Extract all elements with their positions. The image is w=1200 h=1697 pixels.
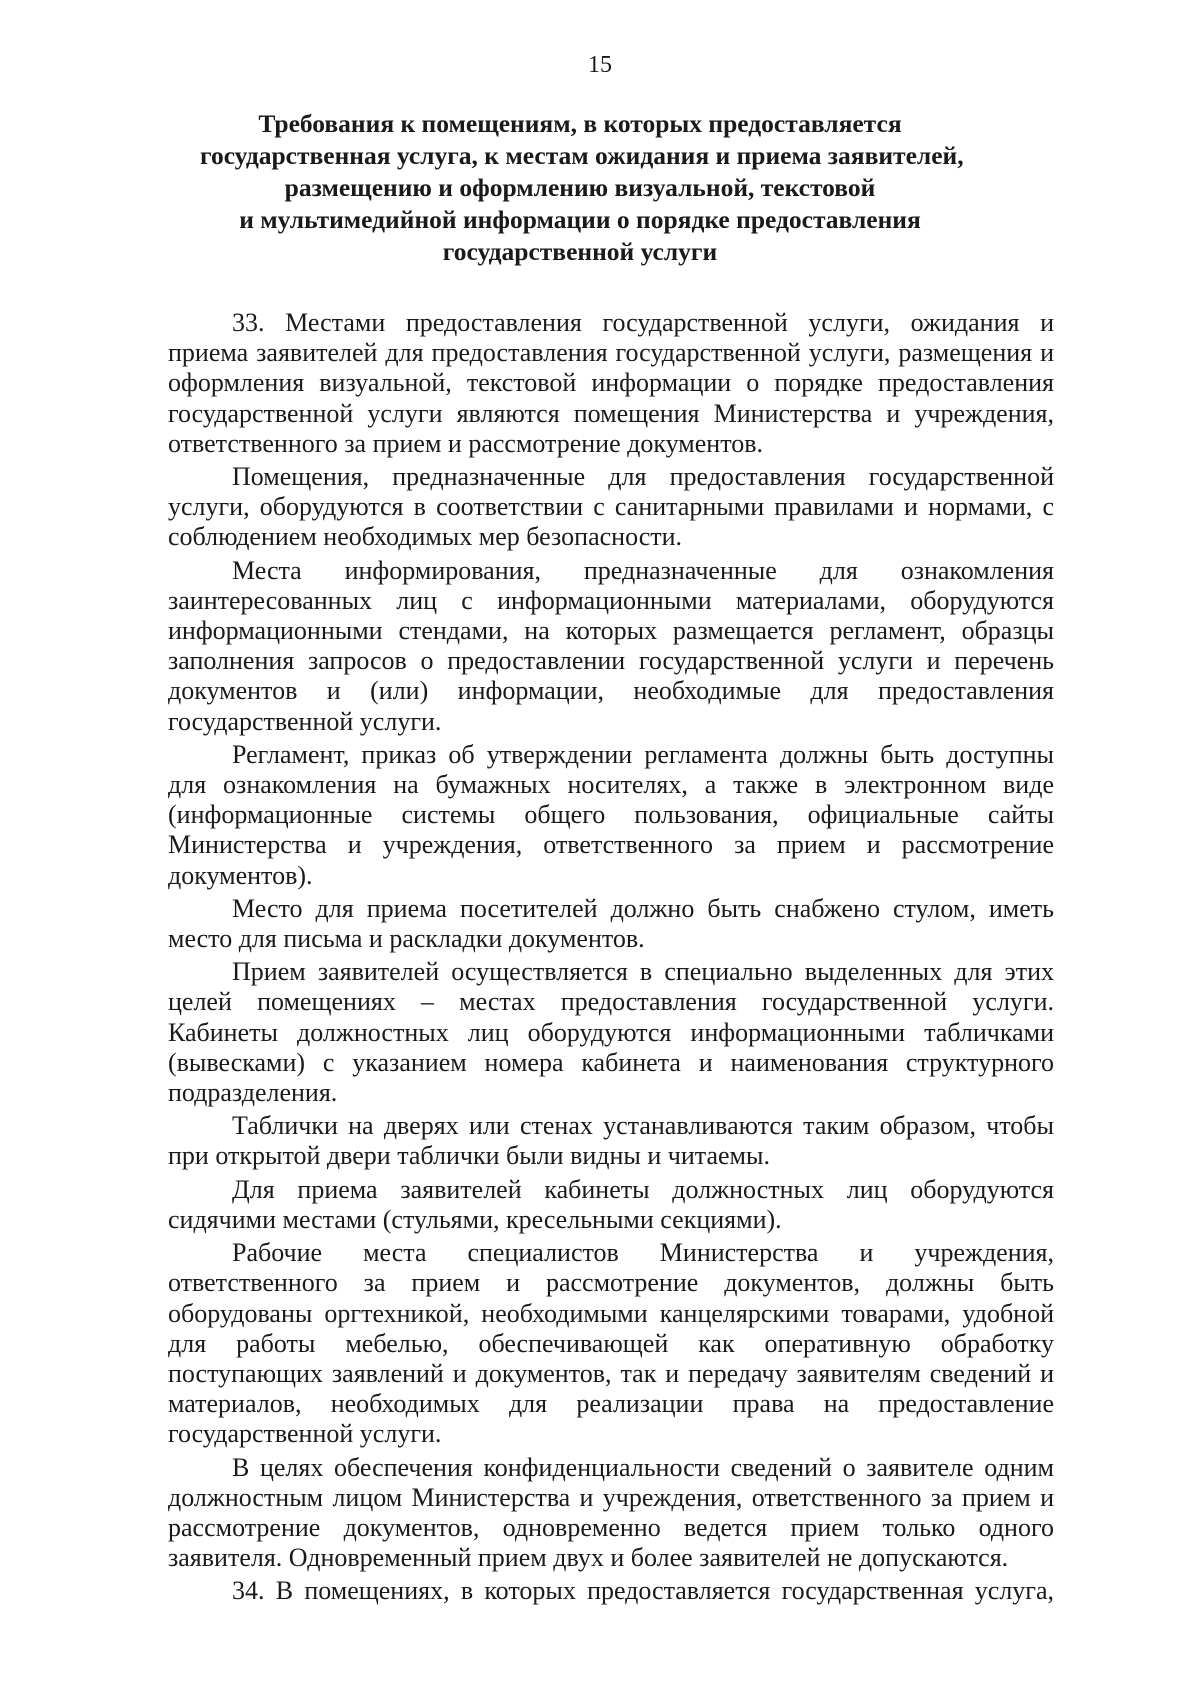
paragraph-seating: Для приема заявителей кабинеты должностных лиц оборудуются сидячими местами (стульями, кресельными секциями).	[168, 1174, 1054, 1234]
heading-line: государственной услуги	[442, 237, 718, 266]
paragraph-premises: Помещения, предназначенные для предоставления государственной услуги, оборудуются в соответствии с санитарными правилами и нормами, с соблюдением необходимых мер безопасности.	[168, 462, 1054, 552]
body-text	[168, 308, 1054, 1607]
heading-line: Требования к помещениям, в которых предоставляется	[258, 109, 902, 138]
section-heading	[200, 108, 964, 268]
paragraph-door-signs: Таблички на дверях или стенах устанавливаются таким образом, чтобы при открытой двери таблички были видны и читаемы.	[168, 1111, 1054, 1171]
paragraph-workplaces: Рабочие места специалистов Министерства и учреждения, ответственного за прием и рассмотрение документов, должны быть оборудованы оргтехникой, необходимыми канцелярскими товарами, удобной для работы мебелью, обеспечивающей как оперативную обработку поступающих заявлений и документов, так и передачу заявителям сведений и материалов, необходимых для реализации права на предоставление государственной услуги.	[168, 1238, 1054, 1449]
page-number: 15	[588, 52, 612, 78]
heading-line: государственная услуга, к местам ожидания и приема заявителей,	[200, 141, 964, 170]
paragraph-visitor-place: Место для приема посетителей должно быть снабжено стулом, иметь место для письма и раскладки документов.	[168, 893, 1054, 954]
heading-line: и мультимедийной информации о порядке предоставления	[239, 205, 921, 234]
heading-line: размещению и оформлению визуальной, текстовой	[284, 173, 876, 202]
paragraph-info-places: Места информирования, предназначенные для ознакомления заинтересованных лиц с информационными материалами, оборудуются информационными стендами, на которых размещается регламент, образцы заполнения запросов о предоставлении государственной услуги и перечень документов и (или) информации, необходимые для предоставления государственной услуги.	[168, 555, 1054, 736]
paragraph-33: 33. Местами предоставления государственной услуги, ожидания и приема заявителей для предоставления государственной услуги, размещения и оформления визуальной, текстовой информации о порядке предоставления государственной услуги являются помещения Министерства и учреждения, ответственного за прием и рассмотрение документов.	[168, 308, 1054, 458]
paragraph-confidentiality: В целях обеспечения конфиденциальности сведений о заявителе одним должностным лицом Министерства и учреждения, ответственного за прием и рассмотрение документов, одновременно ведется прием только одного заявителя. Одновременный прием двух и более заявителей не допускаются.	[168, 1452, 1054, 1573]
paragraph-reception: Прием заявителей осуществляется в специально выделенных для этих целей помещениях – местах предоставления государственной услуги. Кабинеты должностных лиц оборудуются информационными табличками (вывесками) с указанием номера кабинета и наименования структурного подразделения.	[168, 957, 1054, 1108]
paragraph-34: 34. В помещениях, в которых предоставляется государственная услуга,	[232, 1576, 1054, 1606]
paragraph-regulation-access: Регламент, приказ об утверждении регламента должны быть доступны для ознакомления на бумажных носителях, а также в электронном виде (информационные системы общего пользования, официальные сайты Министерства и учреждения, ответственного за прием и рассмотрение документов).	[168, 739, 1054, 890]
